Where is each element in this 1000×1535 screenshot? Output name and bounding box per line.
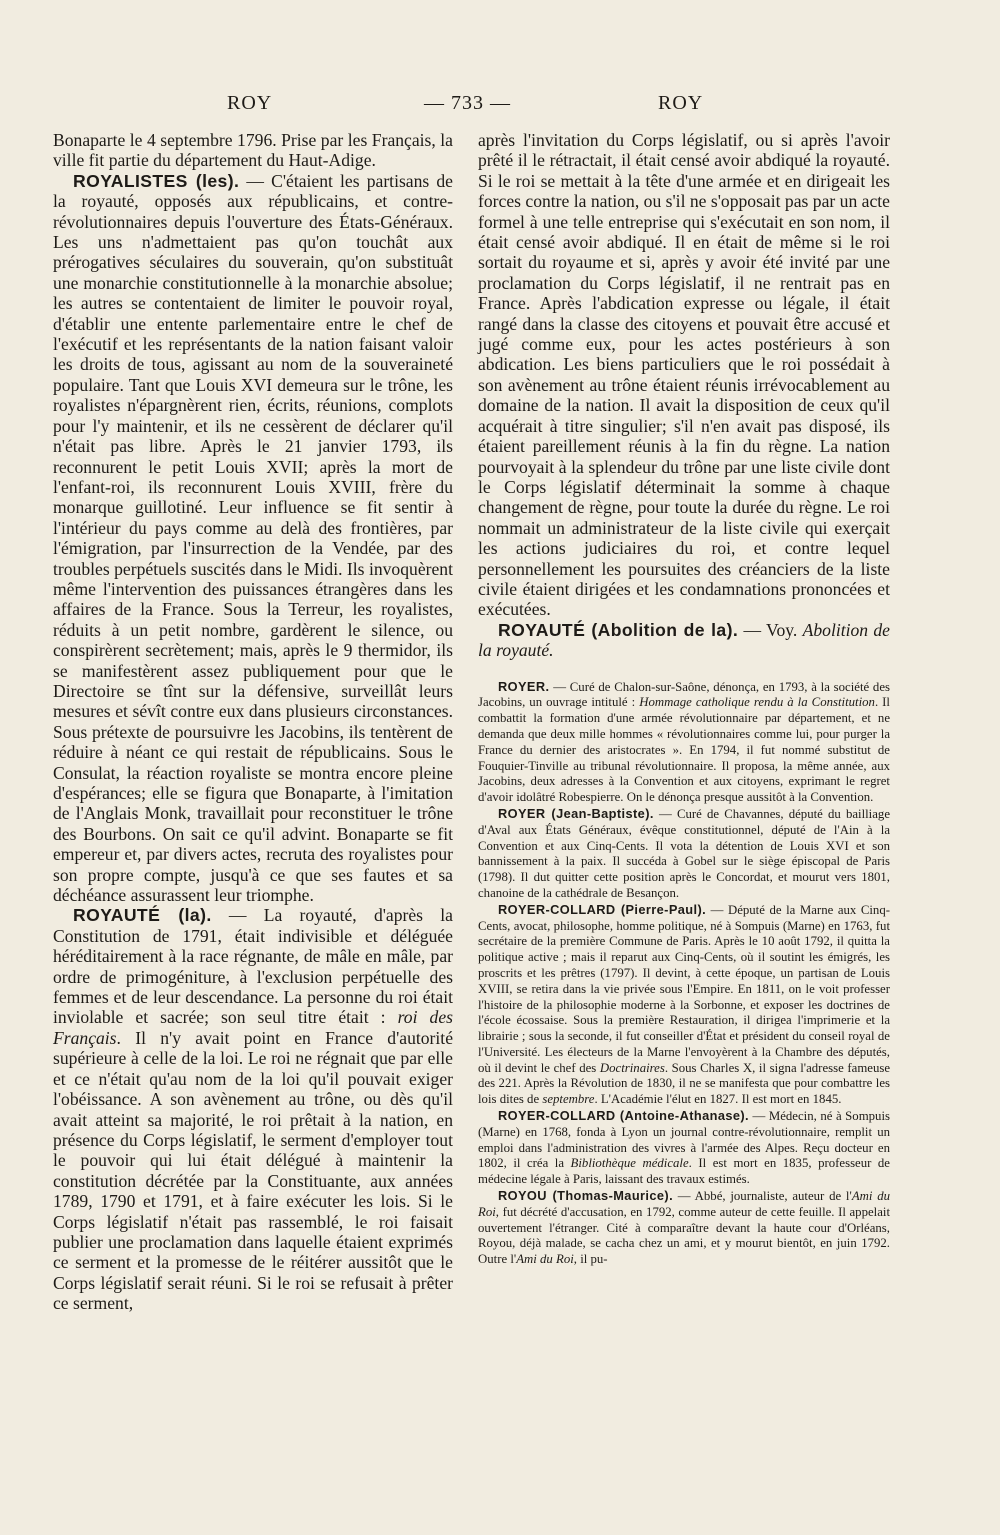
entry-text: , fut décrété d'accusation, en 1792, comme auteur de cette feuille. Il appelait ouvertement l'étranger. Cité à comparaître devant la haute cour d'Orléans, Royou, déjà malade, se cacha chez un ami, et y mourut bientôt, en juin 1792. Outre l' — [478, 1204, 890, 1267]
entry-royer-collard-pierre-paul — [478, 902, 890, 1108]
headword: ROYOU (Thomas-Maurice). — [498, 1188, 674, 1204]
headword: ROYAUTÉ (Abolition de la). — [498, 619, 739, 640]
italic-title: Doctrinaires — [599, 1060, 665, 1075]
entry-text: — Député de la Marne aux Cinq-Cents, avocat, philosophe, homme politique, né à Sompuis (Marne) en 1763, fut secrétaire de la première Commune de Paris. Après le 10 août 1792, il quitta la politique active ; mais il reparut aux Cinq-Cents, où il soutint les émigrés, les proscrits et les prêtres (1797). Il devint, à cette époque, un partisan de Louis XVIII, se retira dans la vie privée sous l'Empire. En 1811, on le voit professer l'histoire de la philosophie moderne à la Sorbonne, et exposer les doctrines de l'école écossaise. Sous la première Restauration, il dirigea l'imprimerie et la librairie ; sous la seconde, il fut conseiller d'État et président du conseil royal de l'Université. Les électeurs de la Marne l'envoyèrent à la Chambre des députés, où il devint le chef des — [478, 902, 890, 1075]
entry-text: — Curé de Chalon-sur-Saône, dénonça, en 1793, à la société des Jacobins, un ouvrage intitulé : — [478, 679, 890, 710]
small-print-entries — [478, 679, 890, 1268]
entry-royaute — [53, 905, 453, 1313]
italic-title: Ami du Roi — [516, 1252, 574, 1267]
entry-text: — La royauté, d'après la Constitution de 1791, était indivisible et déléguée héréditairement à la race régnante, de mâle en mâle, par ordre de primogéniture, à l'exclusion perpétuelle des femmes et de leur descendance. La personne du roi était inviolable et sacrée; son seul titre était : — [53, 905, 453, 1028]
entry-royaute-abolition — [478, 620, 890, 661]
entry-text: — Médecin, né à Sompuis (Marne) en 1768, fonda à Lyon un journal contre-révolutionnaire, remplit un emploi dans l'administration des vivres à l'armée des Alpes. Reçu docteur en 1802, il créa la — [478, 1109, 890, 1171]
entry-text: — Voy. — [738, 619, 803, 640]
entry-royer — [478, 679, 890, 806]
entry-text: . Sous Charles X, il signa l'adresse fameuse des 221. Après la Révolution de 1830, il ne se manifesta que pour combattre les lois dites de — [478, 1060, 891, 1107]
italic-title: roi des Français — [53, 1007, 453, 1048]
headword: ROYALISTES (les). — [73, 170, 240, 191]
headword: ROYER (Jean-Baptiste). — [498, 805, 654, 821]
italic-title: septembre — [542, 1092, 595, 1107]
paragraph-continuation: après l'invitation du Corps législatif, ou si après l'avoir prêté il le rétractait, il était censé avoir abdiqué la royauté. Si le roi se mettait à la tête d'une armée et en dirigeait les forces contre la nation, ou s'il ne s'opposait pas par un acte formel à une telle entreprise qui s'exécutait en son nom, il était censé avoir abdiqué. Il en était de même si le roi sortait du royaume et si, après y avoir été invité par une proclamation du Corps législatif, il ne rentrait pas en France. Après l'abdication expresse ou légale, il était rangé dans la classe des citoyens et pouvait être accusé et jugé comme eux, pour les actes postérieurs à son abdication. Les biens particuliers que le roi possédait à son avènement au trône étaient réunis irrévocablement au domaine de la nation. Il avait la disposition de ceux qu'il acquérait à titre singulier; s'il n'en avait pas disposé, ils étaient pareillement réunis à la fin du règne. La nation pourvoyait à la splendeur du trône par une liste civile dont le Corps législatif déterminait la somme à chaque changement de règne, pour toute la durée du règne. Le roi nommait un administrateur de la liste civile qui exerçait les actions judiciaires du roi, et contre lequel personnellement les poursuites des créanciers de la liste civile étaient dirigées et les condamnations prononcées et exécutées. — [478, 130, 890, 620]
italic-title: Hommage catholique rendu à la Constitution — [639, 695, 875, 710]
right-column — [478, 130, 890, 1268]
entry-text: — Abbé, journaliste, auteur de l' — [673, 1189, 852, 1204]
entry-royalistes — [53, 171, 453, 906]
paragraph-continuation: Bonaparte le 4 septembre 1796. Prise par les Français, la ville fit partie du département du Haut-Adige. — [53, 130, 453, 171]
entry-text: , il pu- — [573, 1252, 608, 1267]
page-number: — 733 — — [424, 92, 511, 114]
entry-text: — C'étaient les partisans de la royauté, opposés aux républicains, et contre-révolutionnaires depuis l'ouverture des États-Généraux. Les uns n'admettaient pas qu'on touchât aux prérogatives séculaires du souverain, qu'on substituât une monarchie constitutionnelle à la monarchie absolue; les autres se contentaient de limiter le pouvoir royal, d'établir une entente parlementaire entre le chef de l'exécutif et les représentants de la nation faisant valoir les droits de tous, agissant au nom de la souveraineté populaire. Tant que Louis XVI demeura sur le trône, les royalistes n'épargnèrent rien, écrits, réunions, complots pour l'y maintenir, et ils ne cessèrent de déclarer qu'il n'était pas libre. Après le 21 janvier 1793, ils reconnurent le petit Louis XVII; après la mort de l'enfant-roi, ils reconnurent Louis XVIII, frère du monarque guillotiné. Leur influence se fit sentir à l'intérieur du pays comme au delà des frontières, par l'émigration, par l'insurrection de la Vendée, par des troubles perpétuels suscités dans le Midi. Ils invoquèrent même l'intervention des puissances étrangères dans les affaires de la France. Sous la Terreur, les royalistes, réduits à un petit nombre, gardèrent le silence, ou conspirèrent secrètement; mais, après le 9 thermidor, ils se manifestèrent assez publiquement pour que le Directoire se tînt sur la défensive, surveillât leurs mesures et sévît contre eux dans plusieurs circonstances. Sous prétexte de poursuivre les Jacobins, ils tentèrent de réduire à néant ce qui restait de républicains. Sous le Consulat, la réaction royaliste se montra encore pleine d'espérances; elle se figura que Bonaparte, à l'imitation de l'Anglais Monk, travaillait pour reconstituer le trône des Bourbons. On sait ce qu'il advint. Bonaparte se fit empereur et, par divers actes, recruta des royalistes pour son propre compte, jusqu'à ce que ses fautes et sa déchéance assurassent leur triomphe. — [53, 170, 453, 906]
headword: ROYER-COLLARD (Pierre-Paul). — [498, 901, 707, 917]
entry-royer-collard-antoine-athanase — [478, 1108, 890, 1188]
left-column — [53, 130, 453, 1314]
cross-reference: Abolition de la royauté. — [478, 619, 890, 661]
entry-text: — Curé de Chavannes, député du bailliage d'Aval aux États Généraux, évêque constitutionnel, député de l'Ain à la Convention et aux Cinq-Cents. Il vota la détention de Louis XVI et son bannissement à la paix. Il succéda à Gobel sur le siège épiscopal de Paris (1798). Il dut quitter cette position après le Concordat, et mourut vers 1801, chanoine de la cathédrale de Besançon. — [478, 806, 890, 900]
entry-royou — [478, 1188, 890, 1268]
running-head-left: ROY — [227, 92, 273, 114]
entry-text: . Il combattit la formation d'une armée révolutionnaire par département, et ne demanda que deux mille hommes « révolutionnaires comme lui, pour purger la France du dernier des aristocrates ». En 1794, il fut nommé substitut de Fouquier-Tinville au tribunal révolutionnaire. Il proposa, la même année, aux Jacobins, deux adresses à la Convention et aux citoyens, exprimant le regret d'avoir idolâtré Robespierre. On le dénonça presque aussitôt à la Convention. — [478, 695, 890, 805]
entry-text: . L'Académie l'élut en 1827. Il est mort en 1845. — [594, 1092, 842, 1107]
entry-text: . Il n'y avait point en France d'autorité supérieure à celle de la loi. Le roi ne régnait que par elle et ce n'était qu'au nom de la loi qu'il pouvait exiger l'obéissance. A son avènement au trône, ou dès qu'il avait atteint sa majorité, le roi prêtait à la nation, en présence du Corps législatif, le serment d'employer tout le pouvoir qui lui était délégué à maintenir la constitution décrétée par la Constituante, aux années 1789, 1790 et 1791, et à faire exécuter les lois. Si le Corps législatif n'était pas rassemblé, le roi faisait publier une proclamation dans laquelle étaient exprimés ce serment et la promesse de le réitérer aussitôt que le Corps législatif serait réuni. Si le roi se refusait à prêter ce serment, — [53, 1027, 453, 1314]
running-head-right: ROY — [658, 92, 704, 114]
italic-title: Bibliothèque médicale — [570, 1156, 689, 1171]
headword: ROYER-COLLARD (Antoine-Athanase). — [498, 1108, 749, 1124]
entry-royer-jean-baptiste — [478, 806, 890, 902]
italic-title: Ami du Roi — [478, 1189, 890, 1219]
headword: ROYER. — [498, 678, 550, 694]
headword: ROYAUTÉ (la). — [73, 905, 212, 926]
entry-text: . Il est mort en 1835, professeur de médecine légale à Paris, laissant des travaux estimés. — [478, 1156, 890, 1187]
